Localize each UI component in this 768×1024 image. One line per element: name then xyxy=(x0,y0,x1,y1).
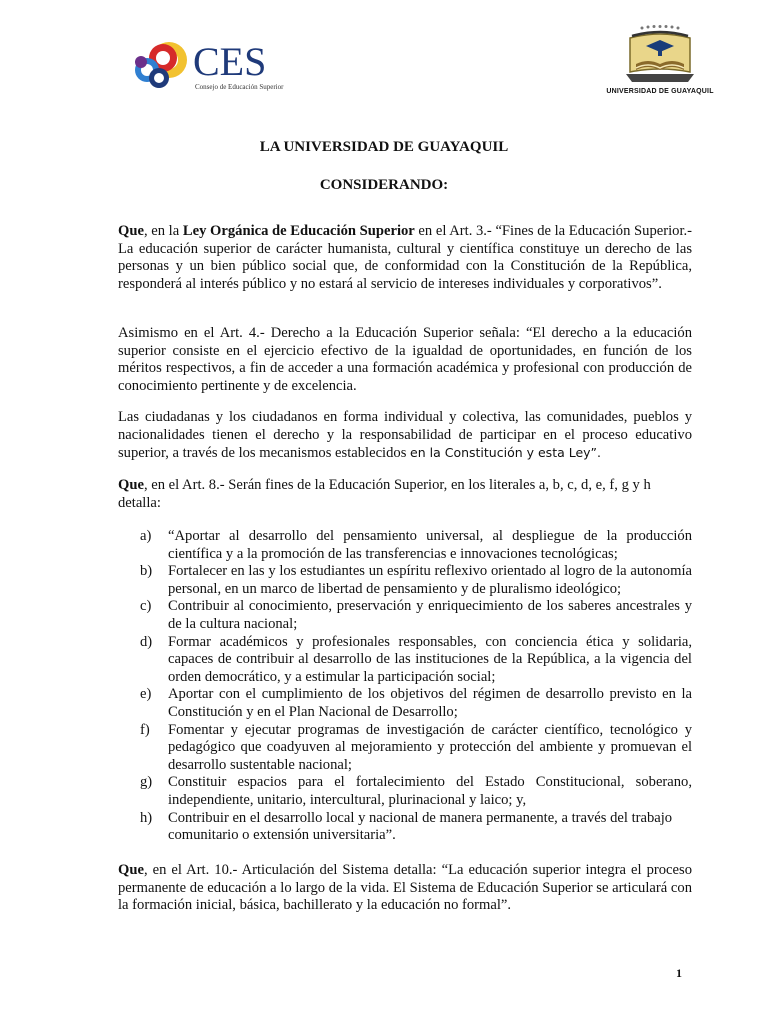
list-item-text: Contribuir al conocimiento, preservación y enriquecimiento de los saberes ancestrales y de la cultura nacional; xyxy=(168,598,692,632)
paragraph-2: Asimismo en el Art. 4.- Derecho a la Educación Superior señala: “El derecho a la educación superior consiste en el ejercicio efectivo de la igualdad de oportunidades, en función de los méritos respectivos, a fin de acceder a una formación académica y profesional con producción de conocimiento pertinente y de excelencia. xyxy=(118,325,692,394)
list-item-marker: h) xyxy=(140,809,153,826)
paragraph-1-text-b: en el Art. 3.- “Fines de la Educación Superior.- La educación superior de carácter humanista, cultural y científica constituye un derecho de las personas y un bien público social que, de conformidad con la Constitución de la República, responderá al interés público y no estará al servicio de intereses individuales y corporativos”. xyxy=(118,223,693,292)
paragraph-3 xyxy=(118,409,692,463)
list-item xyxy=(140,810,692,845)
ces-logo-mark-icon xyxy=(133,38,193,96)
list-item-text: “Aportar al desarrollo del pensamiento universal, al despliegue de la producción científica y a la promoción de las transferencias e innovaciones tecnológicas; xyxy=(168,528,692,562)
list-item-text: Contribuir en el desarrollo local y nacional de manera permanente, a través del trabajo comunitario o extensión universitaria”. xyxy=(168,809,673,844)
list-item xyxy=(140,563,692,598)
list-item-text: Fortalecer en las y los estudiantes un espíritu reflexivo orientado al logro de la autonomía personal, en un marco de libertad de pensamiento y de pluralismo ideológico; xyxy=(168,563,692,597)
document-subtitle: CONSIDERANDO: xyxy=(319,177,449,193)
list-item-text: Formar académicos y profesionales responsables, con conciencia ética y solidaria, capaces de contribuir al desarrollo de las instituciones de la República, a la vigencia del orden democrático, y a estimular la participación social; xyxy=(168,633,692,685)
list-item-marker: a) xyxy=(140,528,152,544)
list-item xyxy=(140,528,692,563)
list-item-marker: c) xyxy=(140,598,152,615)
paragraph-3-tail: en la Constitución y esta Ley”. xyxy=(410,445,602,461)
paragraph-5 xyxy=(118,862,692,915)
list-item-marker: d) xyxy=(140,633,153,650)
list-item xyxy=(140,634,692,687)
ug-logo-caption: UNIVERSIDAD DE GUAYAQUIL xyxy=(606,88,714,95)
paragraph-1 xyxy=(118,223,692,293)
list-item-marker: g) xyxy=(140,774,153,791)
paragraph-1-text-a: , en la xyxy=(143,223,183,239)
list-item-text: Constituir espacios para el fortalecimiento del Estado Constitucional, soberano, independiente, unitario, intercultural, plurinacional y laico; y, xyxy=(168,774,692,808)
paragraph-5-lead: Que xyxy=(118,862,144,878)
paragraph-4 xyxy=(118,477,692,512)
ces-logo-subtitle: Consejo de Educación Superior xyxy=(195,83,284,91)
list-item-text: Fomentar y ejecutar programas de investigación de carácter científico, tecnológico y pedagógico que coadyuven al mejoramiento y protección del ambiente y promuevan el desarrollo sustentable nacional; xyxy=(168,721,692,773)
paragraph-5-text: , en el Art. 10.- Articulación del Sistema detalla: “La educación superior integra el proceso permanente de educación a lo largo de la vida. El Sistema de Educación Superior se articulará con la formación inicial, básica, bachillerato y la educación no formal”. xyxy=(118,862,692,914)
list-item xyxy=(140,598,692,633)
list-item-text: Aportar con el cumplimiento de los objetivos del régimen de desarrollo previsto en la Constitución y en el Plan Nacional de Desarrollo; xyxy=(168,686,692,720)
list-item xyxy=(140,774,692,809)
paragraph-3-text: Las ciudadanas y los ciudadanos en forma individual y colectiva, las comunidades, pueblos y nacionalidades tienen el derecho y la responsabilidad de participar en el proceso educativo superior, a través de los mecanismos establecidos xyxy=(118,409,692,462)
ces-logo-text: CES xyxy=(193,39,267,84)
paragraph-1-lead: Que xyxy=(118,223,144,239)
list-item xyxy=(140,686,692,721)
list-item-marker: f) xyxy=(140,721,150,738)
ces-logo xyxy=(133,38,283,96)
fines-list xyxy=(140,528,692,845)
paragraph-4-lead: Que xyxy=(118,477,144,493)
document-title: LA UNIVERSIDAD DE GUAYAQUIL xyxy=(259,139,509,155)
paragraph-4-text: , en el Art. 8.- Serán fines de la Educación Superior, en los literales a, b, c, d, e, f, g y h detalla: xyxy=(118,477,651,511)
ug-logo xyxy=(596,24,724,104)
university-emblem-icon xyxy=(596,24,724,88)
page-header xyxy=(0,0,768,110)
page-number: 1 xyxy=(676,966,682,980)
list-item-marker: b) xyxy=(140,563,153,580)
paragraph-1-law-name: Ley Orgánica de Educación Superior xyxy=(182,223,415,239)
list-item xyxy=(140,722,692,775)
list-item-marker: e) xyxy=(140,686,152,703)
